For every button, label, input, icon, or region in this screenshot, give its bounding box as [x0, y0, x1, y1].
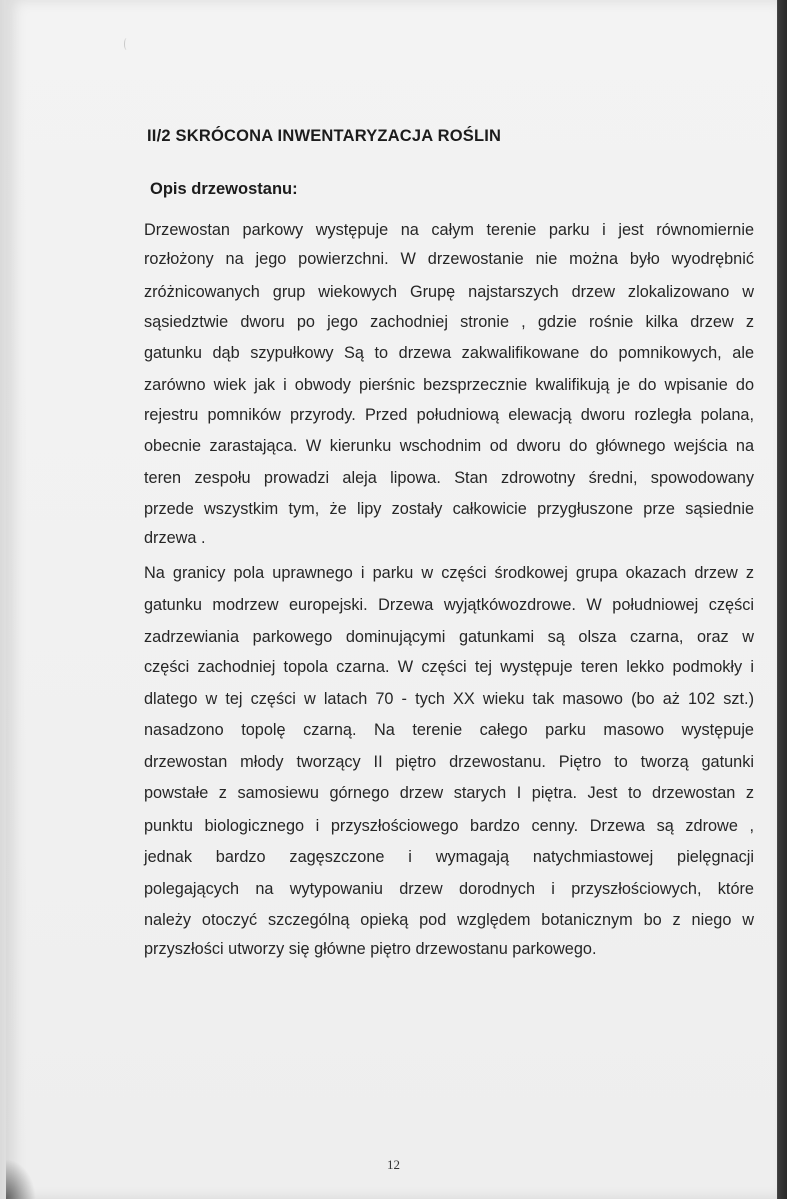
- section-heading: II/2 SKRÓCONA INWENTARYZACJA ROŚLIN: [147, 127, 502, 145]
- text-line: drzewostan młody tworzący II piętro drzewostanu. Piętro to tworzą gatunki: [144, 753, 754, 771]
- text-line: jednak bardzo zagęszczone i wymagają natychmiastowej pielęgnacji: [144, 848, 754, 866]
- text-line: drzewa .: [144, 529, 206, 547]
- text-line: obecnie zarastająca. W kierunku wschodnim od dworu do głównego wejścia na: [144, 437, 754, 455]
- text-line: powstałe z samosiewu górnego drzew starych I piętra. Jest to drzewostan z: [144, 784, 754, 802]
- text-line: przyszłości utworzy się główne piętro drzewostanu parkowego.: [144, 940, 597, 958]
- paper-mark: [124, 38, 129, 50]
- text-line: zarówno wiek jak i obwody pierśnic bezsprzecznie kwalifikują je do wpisanie do: [144, 376, 754, 394]
- text-line: zadrzewiania parkowego dominującymi gatunkami są olsza czarna, oraz w: [144, 628, 754, 646]
- text-line: należy otoczyć szczególną opieką pod względem botanicznym bo z niego w: [144, 911, 754, 929]
- page-number: 12: [387, 1157, 400, 1172]
- text-line: dlatego w tej części w latach 70 - tych XX wieku tak masowo (bo aż 102 szt.): [144, 690, 754, 708]
- text-line: sąsiedztwie dworu po jego zachodniej stronie , gdzie rośnie kilka drzew z: [144, 313, 754, 331]
- text-line: punktu biologicznego i przyszłościowego bardzo cenny. Drzewa są zdrowe ,: [144, 817, 754, 835]
- text-line: gatunku dąb szypułkowy Są to drzewa zakwalifikowane do pomnikowych, ale: [144, 344, 754, 362]
- text-line: rejestru pomników przyrody. Przed południową elewacją dworu rozległa polana,: [144, 406, 754, 424]
- text-line: teren zespołu prowadzi aleja lipowa. Stan zdrowotny średni, spowodowany: [144, 469, 754, 487]
- text-line: nasadzono topolę czarną. Na terenie całego parku masowo występuje: [144, 721, 754, 739]
- section-subheading: Opis drzewostanu:: [150, 180, 298, 198]
- text-line: Drzewostan parkowy występuje na całym terenie parku i jest równomiernie: [144, 221, 754, 239]
- text-line: rozłożony na jego powierzchni. W drzewostanie nie można było wyodrębnić: [144, 250, 754, 268]
- text-line: Na granicy pola uprawnego i parku w części środkowej grupa okazach drzew z: [144, 564, 754, 582]
- text-line: zróżnicowanych grup wiekowych Grupę najstarszych drzew zlokalizowano w: [144, 283, 754, 301]
- text-line: polegających na wytypowaniu drzew dorodnych i przyszłościowych, które: [144, 880, 754, 898]
- text-line: części zachodniej topola czarna. W części tej występuje teren lekko podmokły i: [144, 658, 754, 676]
- text-line: gatunku modrzew europejski. Drzewa wyjątkówozdrowe. W południowej części: [144, 596, 754, 614]
- text-line: przede wszystkim tym, że lipy zostały całkowicie przygłuszone prze sąsiednie: [144, 500, 754, 518]
